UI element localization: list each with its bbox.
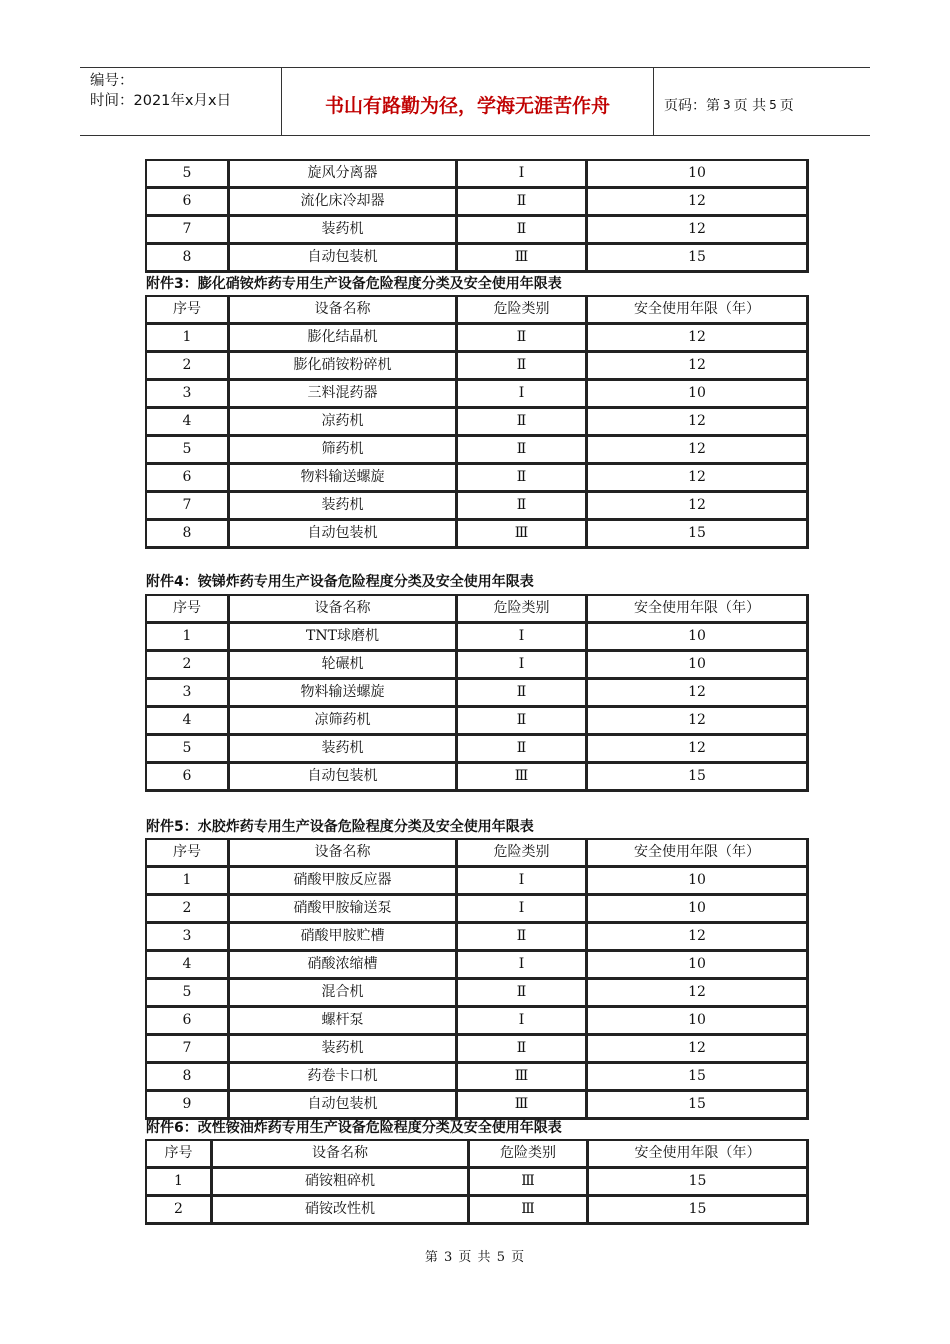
service-life-cell: 12 — [587, 492, 808, 520]
page-suffix: 页 — [779, 97, 794, 114]
service-life-cell: 12 — [587, 707, 808, 735]
serial-number-cell: 5 — [146, 979, 229, 1007]
table-row — [146, 352, 808, 380]
table-row — [146, 464, 808, 492]
hazard-class-cell: Ⅲ — [457, 244, 587, 272]
document-time-label: 时间：2021年x月x日 — [90, 93, 232, 109]
page-total: 5 — [769, 97, 777, 112]
serial-number-cell: 7 — [146, 492, 229, 520]
equipment-name-cell: 筛药机 — [229, 436, 457, 464]
hazard-class-cell: Ⅱ — [457, 216, 587, 244]
table-row — [146, 1091, 808, 1119]
serial-number-cell: 8 — [146, 520, 229, 548]
equipment-name-cell: 膨化硝铵粉碎机 — [229, 352, 457, 380]
annex6-table — [145, 1139, 809, 1225]
service-life-cell: 15 — [587, 520, 808, 548]
serial-number-cell: 6 — [146, 763, 229, 791]
equipment-name-cell: 旋风分离器 — [229, 160, 457, 188]
table-row — [146, 188, 808, 216]
column-header: 序号 — [146, 296, 229, 324]
table-row — [146, 979, 808, 1007]
serial-number-cell: 6 — [146, 464, 229, 492]
column-header: 设备名称 — [229, 595, 457, 623]
service-life-cell: 12 — [587, 408, 808, 436]
table-row — [146, 216, 808, 244]
document-number-label: 编号： — [90, 73, 134, 89]
serial-number-cell: 1 — [146, 867, 229, 895]
table-row — [146, 520, 808, 548]
table-row — [146, 1035, 808, 1063]
table-row — [146, 380, 808, 408]
service-life-cell: 15 — [587, 1091, 808, 1119]
hazard-class-cell: Ⅲ — [457, 1091, 587, 1119]
annex4-table — [145, 594, 809, 792]
serial-number-cell: 1 — [146, 324, 229, 352]
table-row — [146, 1196, 808, 1224]
service-life-cell: 12 — [587, 679, 808, 707]
table-row — [146, 867, 808, 895]
equipment-name-cell: 装药机 — [229, 1035, 457, 1063]
serial-number-cell: 5 — [146, 436, 229, 464]
table-header-row — [146, 839, 808, 867]
column-header: 设备名称 — [229, 296, 457, 324]
page-prefix: 页码：第 — [664, 97, 720, 114]
service-life-cell: 12 — [587, 352, 808, 380]
serial-number-cell: 3 — [146, 380, 229, 408]
table-header-row — [146, 296, 808, 324]
table-row — [146, 492, 808, 520]
hazard-class-cell: Ⅱ — [457, 735, 587, 763]
equipment-name-cell: 硝酸浓缩槽 — [229, 951, 457, 979]
hazard-class-cell: Ⅱ — [457, 492, 587, 520]
table-row — [146, 324, 808, 352]
service-life-cell: 12 — [587, 324, 808, 352]
equipment-name-cell: 混合机 — [229, 979, 457, 1007]
table-row — [146, 1007, 808, 1035]
equipment-name-cell: 硝酸甲胺反应器 — [229, 867, 457, 895]
serial-number-cell: 8 — [146, 244, 229, 272]
column-header: 危险类别 — [469, 1140, 588, 1168]
equipment-name-cell: 装药机 — [229, 492, 457, 520]
annex3-table — [145, 295, 809, 549]
hazard-class-cell: Ⅱ — [457, 707, 587, 735]
service-life-cell: 10 — [587, 1007, 808, 1035]
column-header: 序号 — [146, 839, 229, 867]
hazard-class-cell: Ⅱ — [457, 1035, 587, 1063]
hazard-class-cell: Ⅱ — [457, 979, 587, 1007]
service-life-cell: 10 — [587, 895, 808, 923]
serial-number-cell: 7 — [146, 1035, 229, 1063]
table-row — [146, 436, 808, 464]
equipment-name-cell: TNT球磨机 — [229, 623, 457, 651]
page-current: 3 — [723, 97, 731, 112]
column-header: 危险类别 — [457, 296, 587, 324]
equipment-name-cell: 装药机 — [229, 735, 457, 763]
serial-number-cell: 1 — [146, 1168, 212, 1196]
equipment-name-cell: 物料输送螺旋 — [229, 679, 457, 707]
hazard-class-cell: Ⅲ — [457, 763, 587, 791]
equipment-name-cell: 硝酸甲胺输送泵 — [229, 895, 457, 923]
service-life-cell: 10 — [587, 380, 808, 408]
serial-number-cell: 5 — [146, 735, 229, 763]
service-life-cell: 12 — [587, 1035, 808, 1063]
column-header: 安全使用年限（年） — [587, 595, 808, 623]
table-row — [146, 651, 808, 679]
serial-number-cell: 1 — [146, 623, 229, 651]
column-header: 安全使用年限（年） — [588, 1140, 808, 1168]
annex6-caption: 附件6：改性铵油炸药专用生产设备危险程度分类及安全使用年限表 — [146, 1120, 562, 1136]
table-row — [146, 735, 808, 763]
hazard-class-cell: Ⅱ — [457, 324, 587, 352]
hazard-class-cell: Ⅱ — [457, 464, 587, 492]
column-header: 设备名称 — [229, 839, 457, 867]
service-life-cell: 10 — [587, 651, 808, 679]
column-header: 序号 — [146, 1140, 212, 1168]
table-row — [146, 1168, 808, 1196]
service-life-cell: 15 — [587, 244, 808, 272]
serial-number-cell: 9 — [146, 1091, 229, 1119]
header-page-indicator — [654, 68, 870, 135]
equipment-name-cell: 物料输送螺旋 — [229, 464, 457, 492]
serial-number-cell: 6 — [146, 1007, 229, 1035]
equipment-name-cell: 三料混药器 — [229, 380, 457, 408]
hazard-class-cell: Ⅰ — [457, 1007, 587, 1035]
column-header: 危险类别 — [457, 839, 587, 867]
serial-number-cell: 3 — [146, 679, 229, 707]
hazard-class-cell: Ⅱ — [457, 188, 587, 216]
hazard-class-cell: Ⅰ — [457, 895, 587, 923]
equipment-name-cell: 硝酸甲胺贮槽 — [229, 923, 457, 951]
service-life-cell: 12 — [587, 923, 808, 951]
service-life-cell: 12 — [587, 216, 808, 244]
hazard-class-cell: Ⅰ — [457, 651, 587, 679]
equipment-name-cell: 凉筛药机 — [229, 707, 457, 735]
hazard-class-cell: Ⅰ — [457, 160, 587, 188]
service-life-cell: 15 — [588, 1168, 808, 1196]
page-header — [80, 67, 870, 136]
column-header: 危险类别 — [457, 595, 587, 623]
hazard-class-cell: Ⅲ — [469, 1196, 588, 1224]
equipment-name-cell: 自动包装机 — [229, 520, 457, 548]
hazard-class-cell: Ⅲ — [469, 1168, 588, 1196]
service-life-cell: 12 — [587, 188, 808, 216]
service-life-cell: 15 — [588, 1196, 808, 1224]
header-motto: 书山有路勤为径，学海无涯苦作舟 — [282, 68, 654, 135]
table-row — [146, 244, 808, 272]
table-row — [146, 895, 808, 923]
page-middle: 页 共 — [733, 97, 767, 114]
serial-number-cell: 4 — [146, 408, 229, 436]
service-life-cell: 10 — [587, 951, 808, 979]
serial-number-cell: 2 — [146, 651, 229, 679]
serial-number-cell: 2 — [146, 1196, 212, 1224]
serial-number-cell: 4 — [146, 951, 229, 979]
hazard-class-cell: Ⅱ — [457, 679, 587, 707]
table-row — [146, 951, 808, 979]
hazard-class-cell: Ⅰ — [457, 867, 587, 895]
hazard-class-cell: Ⅲ — [457, 520, 587, 548]
table-row — [146, 679, 808, 707]
hazard-class-cell: Ⅱ — [457, 436, 587, 464]
service-life-cell: 15 — [587, 763, 808, 791]
service-life-cell: 10 — [587, 867, 808, 895]
table-row — [146, 707, 808, 735]
table-continued — [145, 159, 809, 273]
serial-number-cell: 6 — [146, 188, 229, 216]
equipment-name-cell: 硝铵粗碎机 — [212, 1168, 469, 1196]
equipment-name-cell: 流化床冷却器 — [229, 188, 457, 216]
table-header-row — [146, 595, 808, 623]
service-life-cell: 12 — [587, 464, 808, 492]
equipment-name-cell: 螺杆泵 — [229, 1007, 457, 1035]
table-row — [146, 160, 808, 188]
equipment-name-cell: 膨化结晶机 — [229, 324, 457, 352]
header-meta — [80, 68, 282, 135]
service-life-cell: 12 — [587, 979, 808, 1007]
equipment-name-cell: 自动包装机 — [229, 244, 457, 272]
table-row — [146, 408, 808, 436]
service-life-cell: 10 — [587, 160, 808, 188]
service-life-cell: 12 — [587, 436, 808, 464]
hazard-class-cell: Ⅰ — [457, 380, 587, 408]
equipment-name-cell: 装药机 — [229, 216, 457, 244]
service-life-cell: 12 — [587, 735, 808, 763]
annex3-caption: 附件3：膨化硝铵炸药专用生产设备危险程度分类及安全使用年限表 — [146, 276, 562, 292]
equipment-name-cell: 药卷卡口机 — [229, 1063, 457, 1091]
hazard-class-cell: Ⅲ — [457, 1063, 587, 1091]
page-footer: 第 3 页 共 5 页 — [424, 1250, 526, 1265]
serial-number-cell: 3 — [146, 923, 229, 951]
service-life-cell: 15 — [587, 1063, 808, 1091]
serial-number-cell: 5 — [146, 160, 229, 188]
serial-number-cell: 2 — [146, 352, 229, 380]
serial-number-cell: 7 — [146, 216, 229, 244]
column-header: 安全使用年限（年） — [587, 296, 808, 324]
table-row — [146, 923, 808, 951]
equipment-name-cell: 凉药机 — [229, 408, 457, 436]
column-header: 设备名称 — [212, 1140, 469, 1168]
table-header-row — [146, 1140, 808, 1168]
annex5-table — [145, 838, 809, 1120]
serial-number-cell: 4 — [146, 707, 229, 735]
serial-number-cell: 8 — [146, 1063, 229, 1091]
annex5-caption: 附件5：水胶炸药专用生产设备危险程度分类及安全使用年限表 — [146, 819, 534, 835]
serial-number-cell: 2 — [146, 895, 229, 923]
equipment-name-cell: 自动包装机 — [229, 763, 457, 791]
hazard-class-cell: Ⅱ — [457, 923, 587, 951]
equipment-name-cell: 自动包装机 — [229, 1091, 457, 1119]
table-row — [146, 763, 808, 791]
hazard-class-cell: Ⅱ — [457, 408, 587, 436]
equipment-name-cell: 轮碾机 — [229, 651, 457, 679]
table-row — [146, 623, 808, 651]
equipment-name-cell: 硝铵改性机 — [212, 1196, 469, 1224]
annex4-caption: 附件4：铵锑炸药专用生产设备危险程度分类及安全使用年限表 — [146, 574, 534, 590]
hazard-class-cell: Ⅰ — [457, 951, 587, 979]
column-header: 序号 — [146, 595, 229, 623]
column-header: 安全使用年限（年） — [587, 839, 808, 867]
hazard-class-cell: Ⅱ — [457, 352, 587, 380]
table-row — [146, 1063, 808, 1091]
service-life-cell: 10 — [587, 623, 808, 651]
hazard-class-cell: Ⅰ — [457, 623, 587, 651]
